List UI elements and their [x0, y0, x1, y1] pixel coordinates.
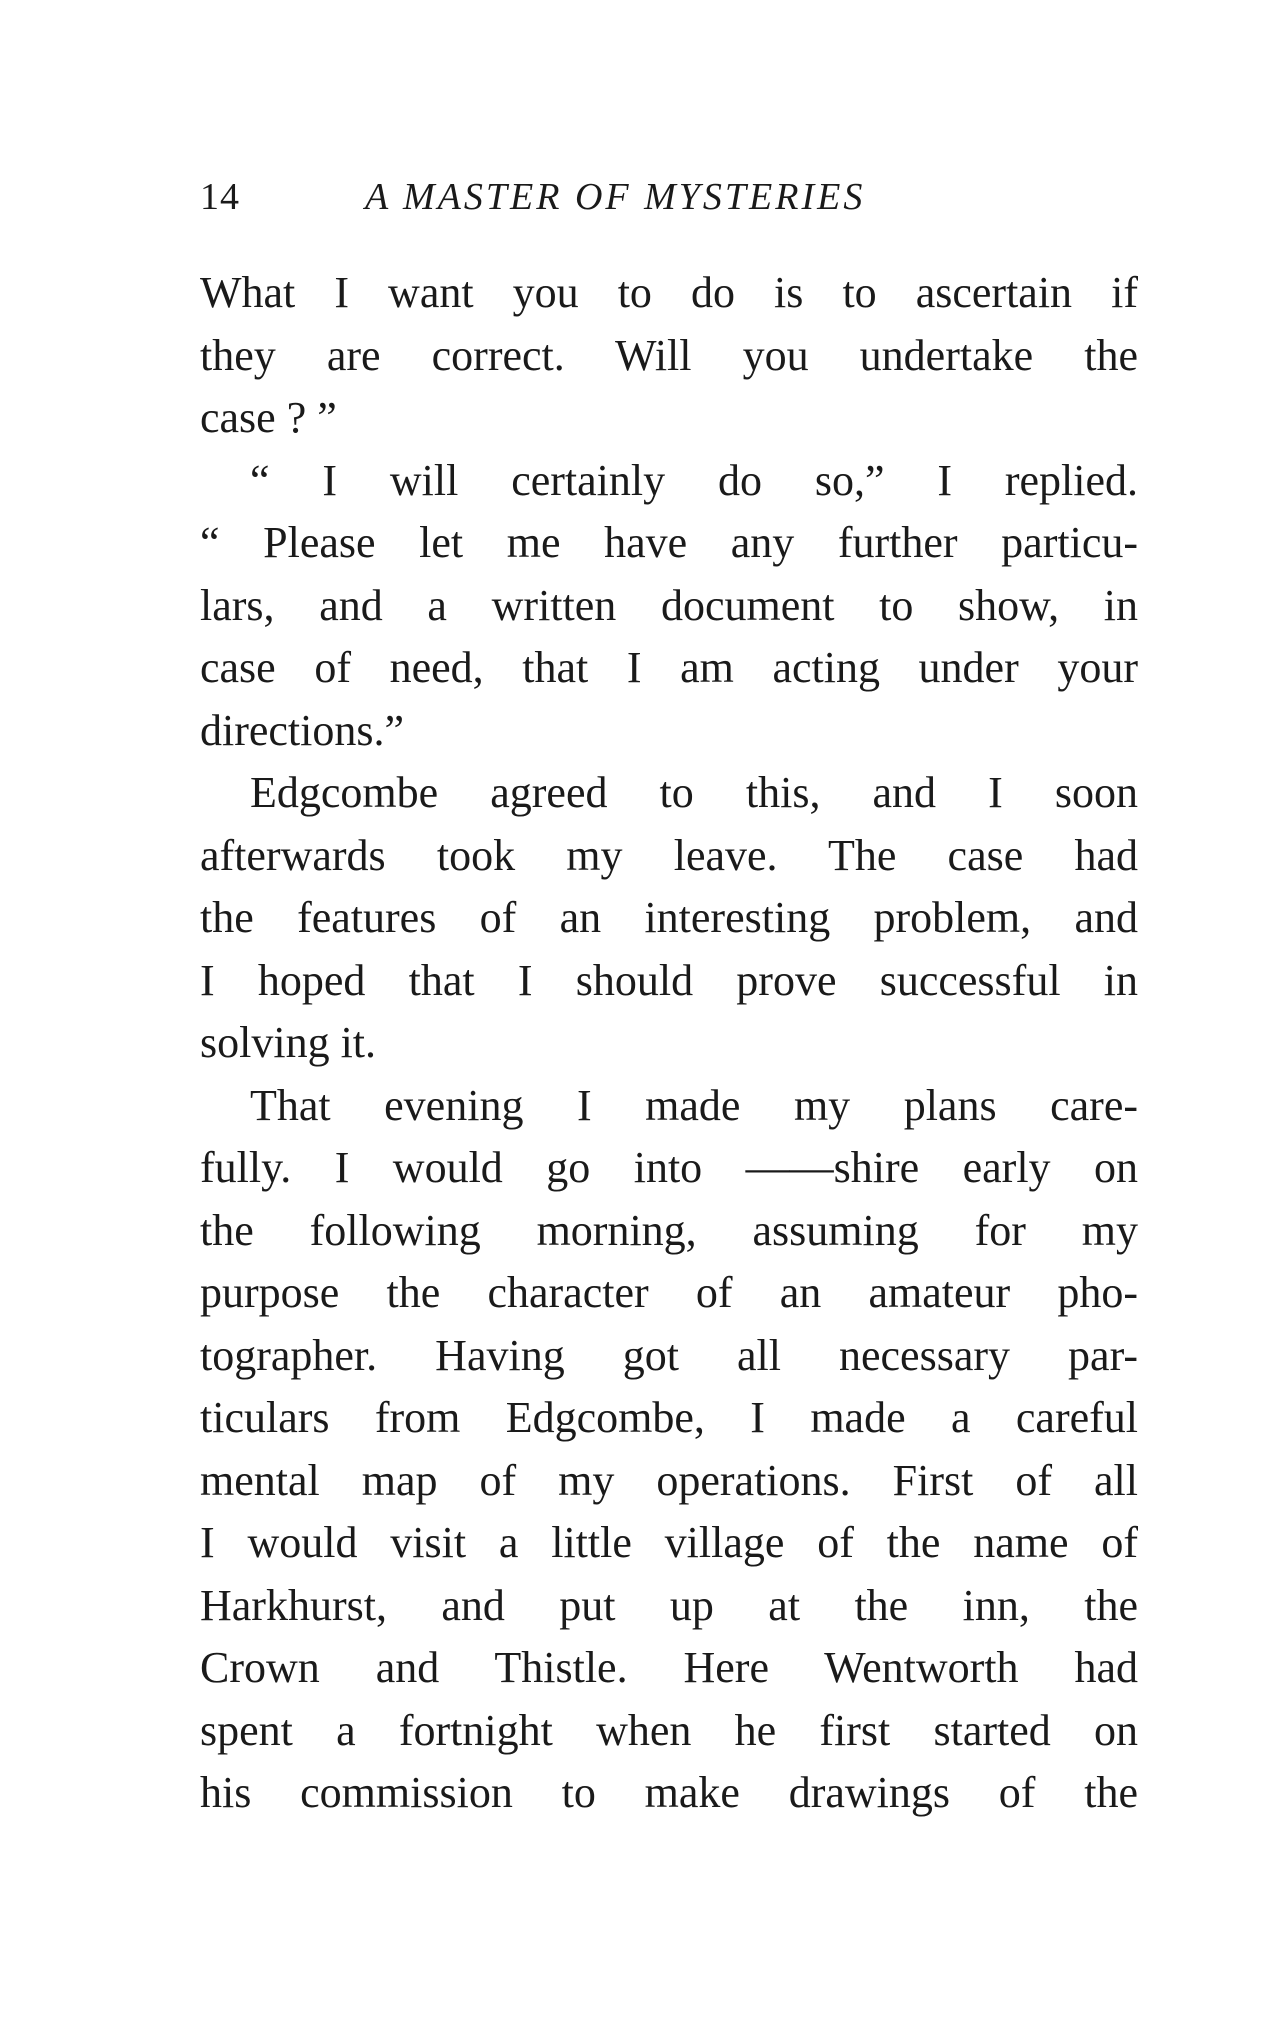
text-line: I would visit a little village of the name of	[200, 1518, 1138, 1567]
text-line: That evening I made my plans care-	[250, 1080, 1138, 1130]
text-line: spent a fortnight when he first started on	[200, 1705, 1138, 1755]
running-title: A MASTER OF MYSTERIES	[365, 176, 866, 218]
text-line: fully. I would go into ——shire early on	[200, 1143, 1138, 1192]
text-line: the following morning, assuming for my	[200, 1205, 1138, 1255]
text-line: Crown and Thistle. Here Wentworth had	[200, 1643, 1138, 1692]
text-line: afterwards took my leave. The case had	[200, 830, 1138, 880]
text-line: ticulars from Edgcombe, I made a careful	[200, 1393, 1138, 1442]
text-line: purpose the character of an amateur pho-	[200, 1268, 1138, 1317]
page-number: 14	[200, 176, 240, 218]
text-line: lars, and a written document to show, in	[200, 580, 1138, 630]
text-line: tographer. Having got all necessary par-	[200, 1330, 1138, 1380]
text-line: case of need, that I am acting under your	[200, 643, 1138, 692]
text-line: “ I will certainly do so,” I replied.	[250, 455, 1138, 505]
text-line: they are correct. Will you undertake the	[200, 330, 1138, 380]
text-line: What I want you to do is to ascertain if	[200, 268, 1138, 317]
text-line: his commission to make drawings of the	[200, 1768, 1138, 1817]
text-line: mental map of my operations. First of all	[200, 1455, 1138, 1505]
text-line: “ Please let me have any further particu-	[200, 518, 1138, 567]
text-line: solving it.	[200, 1018, 377, 1067]
text-line: Edgcombe agreed to this, and I soon	[250, 768, 1138, 817]
text-line: case ? ”	[200, 393, 337, 442]
text-line: Harkhurst, and put up at the inn, the	[200, 1580, 1138, 1630]
text-line: the features of an interesting problem, and	[200, 893, 1138, 942]
page-header	[200, 175, 1138, 225]
text-line: I hoped that I should prove successful in	[200, 955, 1138, 1005]
text-line: directions.”	[200, 705, 405, 755]
body-text	[200, 262, 1138, 1825]
